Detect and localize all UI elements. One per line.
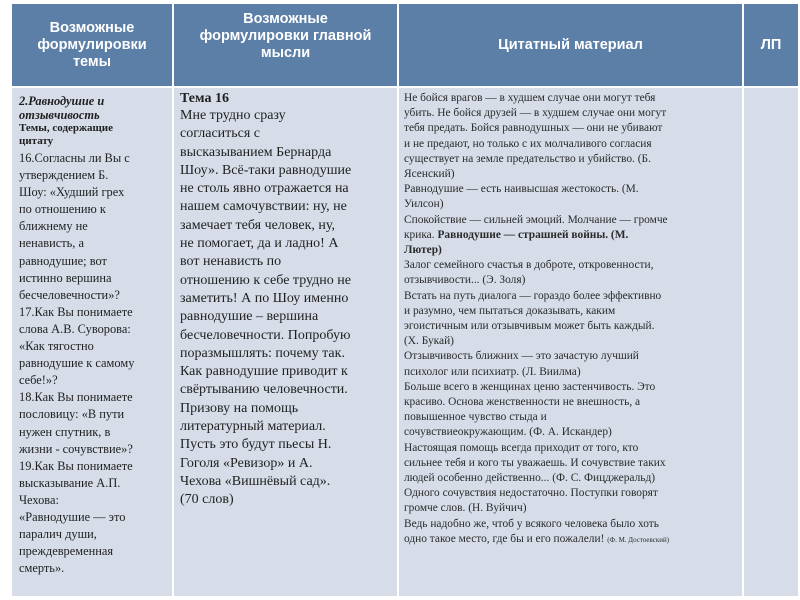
topic-line: 16.Согласны ли Вы с — [19, 151, 130, 165]
header-text: ЛП — [760, 36, 782, 53]
quote-line — [404, 228, 738, 243]
quote-line: эгоистичным или отзывчивым может быть каждый. — [404, 320, 655, 333]
quote-line: Уилсон) — [404, 198, 444, 211]
quote-line: (Х. Букай) — [404, 335, 454, 348]
header-lp — [744, 4, 798, 86]
topic-line: «Равнодушие — это — [19, 509, 126, 524]
topic-line: Чехова: — [19, 492, 59, 507]
topic-line: ближнему не — [19, 219, 88, 234]
quote-line: Больше всего в женщинах ценю застенчивость. Это — [404, 380, 656, 393]
quote-line: существует на земле предательство и убийство. (Б. — [404, 152, 651, 165]
topic-subtitle: цитату — [19, 135, 54, 147]
topic-line: жизни - сочувствие»? — [19, 441, 133, 456]
header-topic-formulations — [12, 4, 172, 86]
main-idea-line: Мне трудно сразу — [180, 108, 286, 123]
topic-line: паралич души, — [19, 527, 97, 542]
quote-line: сочувствиеокружающим. (Ф. А. Искандер) — [404, 426, 612, 439]
topic-line: смерть». — [19, 561, 65, 576]
header-text: формулировки — [37, 36, 147, 53]
main-idea-line: Шоу». Всё-таки равнодушие — [180, 162, 352, 178]
main-idea-line: высказыванием Бернарда — [180, 144, 332, 160]
main-idea-line: Как равнодушие приводит к — [180, 364, 348, 380]
quote-line: Равнодушие — есть наивысшая жестокость. (М. — [404, 183, 639, 196]
quote-line: и не предают, но только с их молчаливого согласия — [404, 137, 652, 150]
topic-line: себе!»? — [19, 373, 58, 388]
main-idea-line: нашем самочувствии: ну, не — [180, 199, 347, 215]
main-idea-line: Гоголя «Ревизор» и А. — [180, 455, 313, 471]
header-main-idea-formulations — [174, 4, 397, 86]
main-idea-line: Чехова «Вишнёвый сад». — [180, 473, 331, 489]
topic-line: равнодушие к самому — [19, 356, 135, 371]
quote-bold: Лютер) — [404, 244, 442, 257]
header-text: мысли — [260, 45, 311, 61]
quote-line: громче слов. (Н. Вуйчич) — [404, 502, 527, 515]
quote-line: Настоящая помощь всегда приходит от того, кто — [404, 441, 639, 454]
topic-line: равнодушие; вот — [19, 253, 107, 268]
quote-line: красиво. Основа женственности не внешность, а — [404, 396, 641, 409]
main-idea-line: не помогает, да и ладно! А — [180, 236, 339, 252]
topic-line: преждевременная — [19, 544, 114, 559]
topic-line: 19.Как Вы понимаете — [19, 458, 133, 473]
quote-line: отзывчивости... (Э. Золя) — [404, 274, 526, 287]
quote-line: сильнее тебя и кого ты уважаешь. И сочувствие таких — [404, 456, 666, 469]
main-idea-line: отношению к себе трудно не — [180, 272, 351, 288]
topic-line: 17.Как Вы понимаете — [19, 304, 133, 319]
main-idea-line: замечает тебя человек, ну, — [180, 217, 335, 233]
topic-line: 18.Как Вы понимаете — [19, 390, 133, 405]
topic-line: слова А.В. Суворова: — [19, 321, 131, 336]
main-idea-line: (70 слов) — [180, 492, 234, 508]
topic-line: истинно вершина — [19, 270, 112, 285]
quote-line: психолог или психиатр. (Л. Виилма) — [404, 365, 581, 378]
cell-main-idea — [174, 88, 397, 596]
quote-author: (Ф. М. Достоевский) — [607, 535, 670, 544]
topic-line: по отношению к — [19, 202, 106, 217]
main-idea-line: бесчеловечности. Попробую — [180, 327, 351, 343]
quote-line: убить. Не бойся друзей — в худшем случае они могут — [404, 107, 667, 120]
quote-line: Ведь надобно же, чтоб у всякого человека было хоть — [404, 517, 659, 530]
quote-line: Спокойствие — сильней эмоций. Молчание — громче — [404, 213, 668, 226]
topic-line: ненависть, а — [19, 236, 85, 251]
quote-line: повышенное чувство стыда и — [404, 411, 547, 424]
quote-line — [404, 243, 738, 258]
header-text: темы — [72, 53, 112, 70]
cell-quotations — [399, 88, 742, 596]
themes-table — [12, 4, 798, 596]
cell-lp — [744, 88, 798, 596]
quote-line: Ясенский) — [404, 168, 455, 181]
quote-line: Встать на путь диалога — гораздо более эффективно — [404, 289, 662, 302]
main-idea-line: заметить! А по Шоу именно — [180, 290, 349, 306]
main-idea-line: свёртыванию человечности. — [180, 382, 348, 398]
main-idea-line: вот ненависть по — [180, 254, 282, 270]
header-text: формулировки главной — [199, 28, 372, 44]
topic-subtitle: Темы, содержащие — [19, 122, 113, 134]
cell-topics — [12, 88, 172, 596]
main-idea-line: литературный материал. — [180, 419, 326, 435]
quote-bold: Равнодушие — страшней войны. (М. — [437, 228, 629, 241]
topic-line: бесчеловечности»? — [19, 287, 120, 302]
main-idea-line: не столь явно отражается на — [180, 181, 349, 197]
quote-line — [404, 532, 738, 548]
quote-line: людей особенно действенно... (Ф. С. Фицджеральд) — [404, 472, 656, 485]
quote-line: Не бойся врагов — в худшем случае они могут тебя — [404, 92, 656, 104]
quote-line: и разумно, чем пытаться доказывать, каким — [404, 304, 616, 317]
topic-title: отзывчивость — [19, 108, 100, 122]
quote-line: тебя предать. Бойся равнодушных — они не убивают — [404, 122, 663, 135]
quote-line: Отзывчивость ближних — это зачастую лучший — [404, 350, 639, 363]
topic-line: утверждением Б. — [19, 168, 109, 183]
main-idea-line: Призову на помощь — [180, 400, 299, 416]
main-idea-line: поразмышлять: почему так. — [180, 345, 345, 361]
header-text: Цитатный материал — [498, 36, 643, 53]
quote-line: Залог семейного счастья в доброте, откровенности, — [404, 259, 654, 272]
topic-line: «Как тягостно — [19, 339, 94, 354]
quote-text: крика. — [404, 228, 438, 241]
header-text: Возможные — [49, 19, 135, 36]
main-idea-title: Тема 16 — [180, 91, 229, 106]
topic-line: Шоу: «Худший грех — [19, 185, 125, 200]
topic-line: высказывание А.П. — [19, 475, 121, 490]
topic-title: 2.Равнодушие и — [19, 94, 105, 108]
topic-line: пословицу: «В пути — [19, 407, 125, 422]
main-idea-line: согласиться с — [180, 126, 261, 142]
main-idea-line: равнодушие – вершина — [180, 309, 319, 325]
header-text: Возможные — [243, 11, 328, 27]
topic-line: нужен спутник, в — [19, 424, 111, 439]
quote-line: Одного сочувствия недостаточно. Поступки говорят — [404, 487, 658, 500]
quote-text: одно такое место, где бы и его пожалели! — [404, 532, 608, 545]
main-idea-line: Пусть это будут пьесы Н. — [180, 437, 332, 453]
header-quotation-material — [399, 4, 742, 86]
